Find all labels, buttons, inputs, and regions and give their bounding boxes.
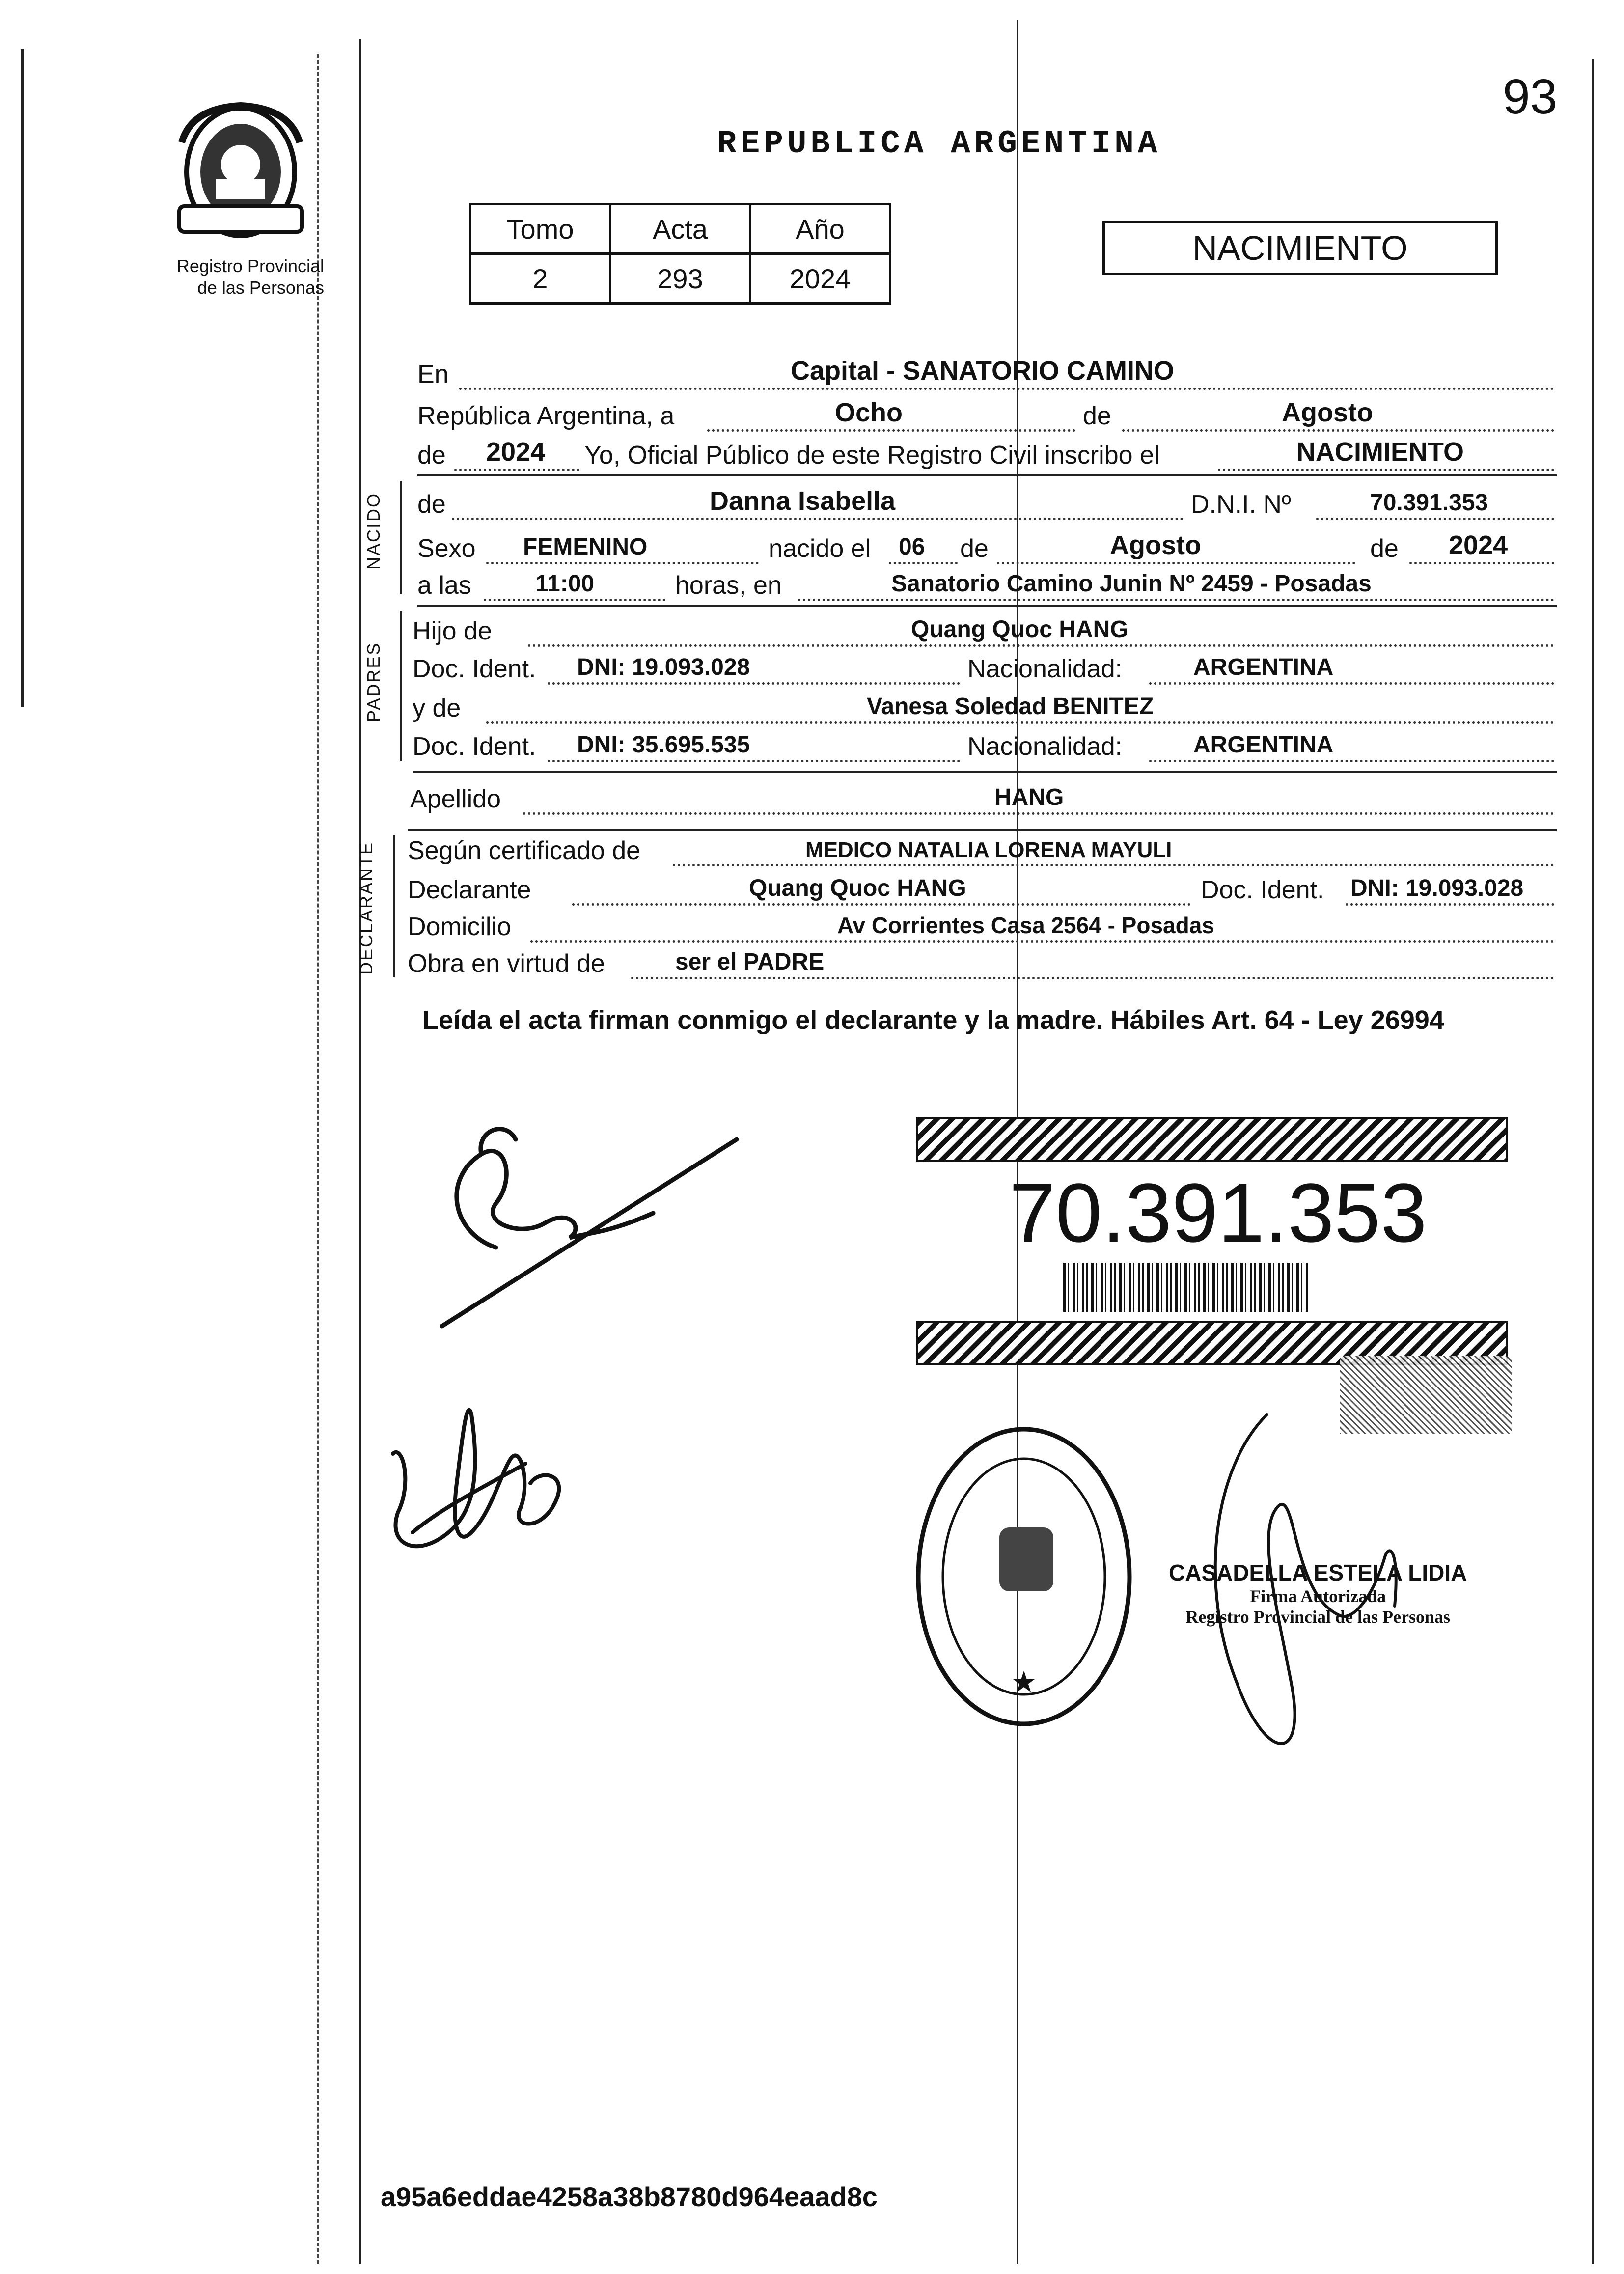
dotted-line (889, 562, 958, 564)
officer-name: CASADELLA ESTELA LIDIA (1169, 1560, 1467, 1585)
child-name-row (0, 484, 1571, 523)
dotted-line (1218, 469, 1554, 471)
mother-doc: DNI: 35.695.535 (577, 732, 750, 758)
dni-card-number: 70.391.353 (1009, 1166, 1427, 1260)
mother-row (0, 688, 1571, 727)
declarant-row (0, 869, 1571, 909)
officer-row (0, 435, 1571, 474)
place-value: Capital - SANATORIO CAMINO (791, 356, 1175, 386)
surname-value: HANG (994, 784, 1064, 810)
son-of-label: Hijo de (413, 617, 492, 645)
security-pattern-top (916, 1117, 1508, 1162)
section-padres-label: PADRES (363, 641, 384, 722)
address-label: Domicilio (408, 913, 511, 941)
dni-label-block (916, 1117, 1508, 1365)
mother-nationality: ARGENTINA (1193, 732, 1334, 758)
year-prefix-label: de (417, 441, 446, 470)
dotted-line (1149, 760, 1554, 762)
dotted-line (452, 518, 1184, 520)
sex-birthdate-row (0, 528, 1571, 567)
dotted-line (523, 812, 1554, 815)
dotted-line (1316, 518, 1554, 520)
dotted-line (528, 644, 1554, 647)
dotted-line (484, 599, 665, 601)
declarant-name: Quang Quoc HANG (749, 875, 966, 901)
certificate-by: MEDICO NATALIA LORENA MAYULI (805, 838, 1172, 862)
document-hash: a95a6eddae4258a38b8780d964eaad8c (381, 2181, 878, 2212)
svg-text:★: ★ (1011, 1665, 1037, 1698)
time-prefix-label: a las (417, 571, 471, 600)
child-dni: 70.391.353 (1370, 490, 1488, 516)
born-label: nacido el (769, 534, 871, 563)
officer-text: Yo, Oficial Público de este Registro Civil inscribo el (584, 441, 1160, 470)
father-row (0, 610, 1571, 650)
right-border-line (1592, 59, 1594, 2264)
dotted-line (673, 864, 1554, 866)
day-words: Ocho (835, 398, 903, 427)
capacity-label: Obra en virtud de (408, 949, 605, 978)
time-label: horas, en (675, 571, 782, 600)
officer-org: Registro Provincial de las Personas (1185, 1607, 1450, 1627)
officer-block (1169, 1559, 1467, 1627)
address-row (0, 906, 1571, 945)
dotted-line (486, 562, 759, 564)
father-name: Quang Quoc HANG (911, 616, 1129, 642)
section-rule (417, 605, 1557, 607)
tomo-value: 2 (470, 254, 610, 304)
section-rule (417, 474, 1557, 476)
surname-row (0, 778, 1571, 818)
father-doc: DNI: 19.093.028 (577, 654, 750, 680)
dotted-line (798, 599, 1554, 601)
dotted-line (454, 469, 579, 471)
closing-note: Leída el acta firman conmigo el declarante y la madre. Hábiles Art. 64 - Ley 26994 (422, 1005, 1444, 1035)
birth-de2-label: de (1370, 534, 1399, 563)
dotted-line (1346, 903, 1554, 906)
mother-name: Vanesa Soledad BENITEZ (867, 693, 1154, 720)
year-value: 2024 (486, 437, 546, 467)
acta-header: Acta (610, 204, 750, 254)
registry-label-line1: Registro Provincial (176, 256, 324, 276)
dotted-line (1149, 682, 1554, 685)
page-number: 93 (1503, 69, 1558, 124)
father-doc-label: Doc. Ident. (413, 655, 536, 683)
mother-nationality-label: Nacionalidad: (967, 732, 1123, 761)
certificate-row (0, 830, 1571, 869)
father-nationality-label: Nacionalidad: (967, 655, 1123, 683)
dotted-line (530, 940, 1554, 943)
act-reference-table (469, 203, 891, 305)
document-title: REPUBLICA ARGENTINA (717, 125, 1161, 162)
capacity-value: ser el PADRE (675, 949, 825, 975)
capacity-row (0, 943, 1571, 982)
declarant-doc: DNI: 19.093.028 (1350, 875, 1524, 901)
dotted-line (486, 721, 1554, 724)
dotted-line (572, 903, 1191, 906)
acta-value: 293 (610, 254, 750, 304)
address-value: Av Corrientes Casa 2564 - Posadas (837, 913, 1214, 938)
place-label: En (417, 360, 449, 388)
sex-value: FEMENINO (523, 534, 648, 560)
father-doc-row (0, 648, 1571, 688)
registry-label-line2: de las Personas (197, 277, 324, 298)
dotted-line (707, 429, 1075, 432)
birth-de1-label: de (960, 534, 989, 563)
registered-type: NACIMIENTO (1296, 437, 1464, 467)
dotted-line (548, 760, 960, 762)
mother-doc-label: Doc. Ident. (413, 732, 536, 761)
act-type-box: NACIMIENTO (1102, 221, 1498, 275)
dotted-line (997, 562, 1355, 564)
officer-role: Firma Autorizada (1250, 1586, 1386, 1606)
father-nationality: ARGENTINA (1193, 654, 1334, 680)
time-place-row (0, 565, 1571, 604)
birth-month: Agosto (1110, 530, 1201, 560)
dotted-line (631, 977, 1554, 979)
birth-place: Sanatorio Camino Junin Nº 2459 - Posadas (891, 571, 1372, 597)
and-of-label: y de (413, 694, 461, 722)
child-name: Danna Isabella (710, 486, 896, 516)
section-declarante-label: DECLARANTE (356, 841, 376, 975)
birth-day: 06 (899, 534, 925, 560)
date-row (0, 395, 1571, 435)
registry-stamp-icon (911, 1419, 1137, 1734)
declarant-label: Declarante (408, 876, 531, 904)
month-value: Agosto (1282, 398, 1373, 427)
republic-label: República Argentina, a (417, 402, 675, 430)
of-label: de (417, 490, 446, 519)
dotted-line (1409, 562, 1554, 564)
barcode (1063, 1263, 1309, 1312)
birth-time: 11:00 (535, 571, 595, 597)
mother-doc-row (0, 726, 1571, 765)
registry-label (118, 255, 324, 299)
place-row (0, 354, 1571, 393)
ano-header: Año (750, 204, 890, 254)
ano-value: 2024 (750, 254, 890, 304)
sex-label: Sexo (417, 534, 476, 563)
birth-year: 2024 (1449, 530, 1508, 560)
section-nacido-label: NACIDO (363, 492, 384, 570)
de-label: de (1083, 402, 1111, 430)
dotted-line (459, 388, 1554, 390)
mother-signature-icon (422, 1110, 746, 1341)
declarant-doc-label: Doc. Ident. (1201, 876, 1324, 904)
dni-label: D.N.I. Nº (1191, 490, 1291, 519)
dotted-line (548, 682, 960, 685)
province-seal-icon (162, 98, 319, 246)
dotted-line (1122, 429, 1554, 432)
surname-label: Apellido (410, 785, 501, 813)
section-rule (413, 771, 1557, 773)
declarant-signature-icon (383, 1385, 589, 1591)
certificate-label: Según certificado de (408, 836, 641, 865)
tomo-header: Tomo (470, 204, 610, 254)
